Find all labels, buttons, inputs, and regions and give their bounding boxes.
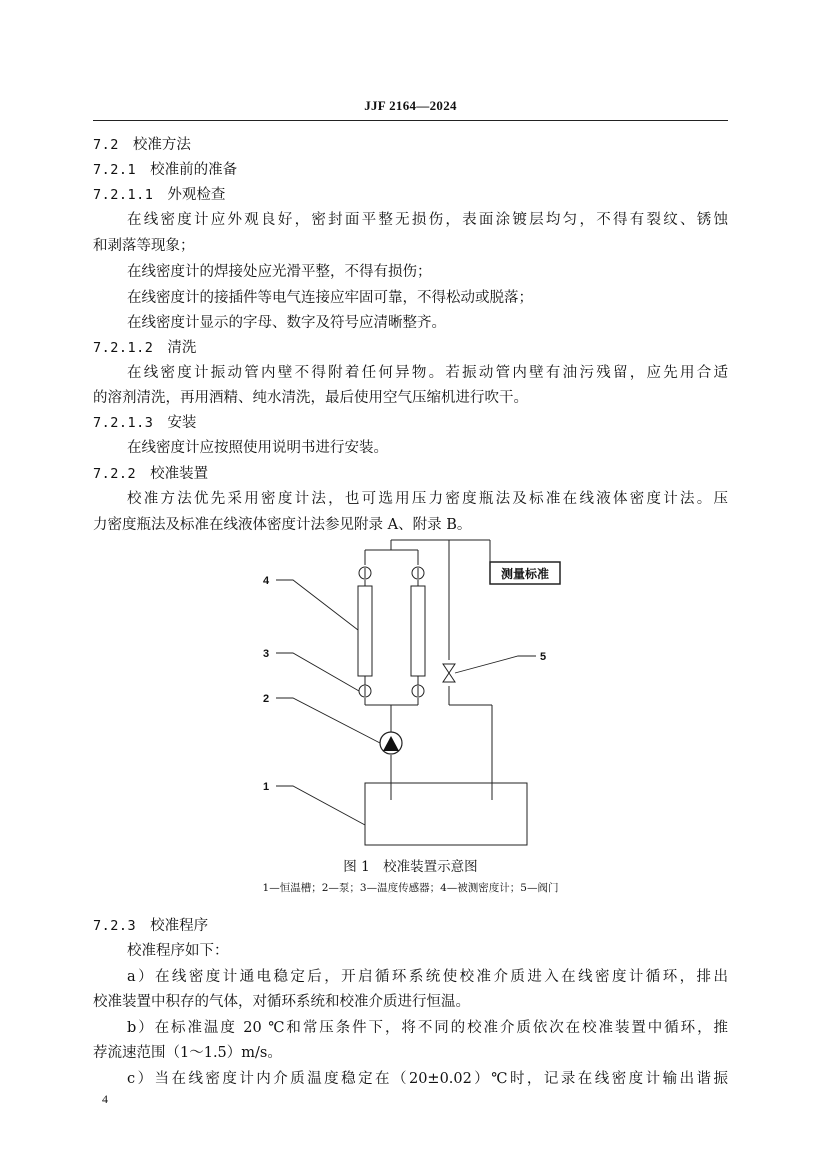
paragraph-line: 荐流速范围（1～1.5）m/s。 — [93, 1045, 282, 1061]
section-number: 7.2.3 — [93, 918, 137, 934]
section-title: 外观检查 — [167, 187, 226, 203]
paragraph-line: c）当在线密度计内介质温度稳定在（20±0.02）℃时，记录在线密度计输出谐振 — [127, 1071, 728, 1087]
callout-label-3: 3 — [263, 648, 270, 660]
callout-label-5: 5 — [540, 651, 547, 663]
measurement-standard-label: 测量标准 — [500, 567, 550, 581]
section-title: 校准装置 — [150, 466, 209, 482]
callout-label-2: 2 — [263, 693, 270, 705]
paragraph-line: 校准方法优先采用密度计法，也可选用压力密度瓶法及标准在线液体密度计法。压 — [127, 491, 728, 507]
section-title: 校准前的准备 — [150, 162, 238, 178]
paragraph-line: 校准程序如下： — [127, 943, 229, 959]
paragraph-line: b）在标准温度 20 ℃和常压条件下，将不同的校准介质依次在校准装置中循环，推 — [127, 1020, 728, 1036]
page-number: 4 — [102, 1092, 108, 1106]
paragraph-line: 在线密度计振动管内壁不得附着任何异物。若振动管内壁有油污残留，应先用合适 — [127, 365, 728, 381]
figure-legend: 1—恒温槽；2—泵；3—温度传感器；4—被测密度计；5—阀门 — [262, 882, 559, 894]
paragraph-line: 校准装置中积存的气体，对循环系统和校准介质进行恒温。 — [93, 994, 470, 1010]
section-number: 7.2.1.2 — [93, 340, 154, 356]
section-number: 7.2.2 — [93, 466, 137, 482]
section-title: 校准方法 — [132, 137, 191, 153]
paragraph-line: 在线密度计应按照使用说明书进行安装。 — [127, 440, 388, 456]
paragraph-line: 在线密度计显示的字母、数字及符号应清晰整齐。 — [127, 315, 446, 331]
section-title: 校准程序 — [150, 918, 209, 934]
document-code-header: JJF 2164—2024 — [364, 98, 457, 113]
paragraph-line: 和剥落等现象； — [93, 238, 195, 254]
paragraph-line: 力密度瓶法及标准在线液体密度计法参见附录 A、附录 B。 — [93, 517, 472, 533]
paragraph-line: 在线密度计应外观良好，密封面平整无损伤，表面涂镀层均匀，不得有裂纹、锈蚀 — [127, 212, 728, 228]
section-number: 7.2.1.3 — [93, 415, 154, 431]
section-7-2-3-heading — [93, 914, 728, 938]
section-number: 7.2 — [93, 137, 119, 153]
paragraph-line: 在线密度计的焊接处应光滑平整，不得有损伤； — [127, 264, 432, 280]
paragraph-line: 的溶剂清洗，再用酒精、纯水清洗，最后使用空气压缩机进行吹干。 — [93, 390, 528, 406]
paragraph-line: 在线密度计的接插件等电气连接应牢固可靠，不得松动或脱落； — [127, 290, 533, 306]
section-number: 7.2.1 — [93, 162, 137, 178]
valve-icon — [443, 664, 455, 682]
callout-label-4: 4 — [263, 575, 270, 587]
callout-label-1: 1 — [263, 781, 270, 793]
paragraph-line: a）在线密度计通电稳定后，开启循环系统使校准介质进入在线密度计循环，排出 — [127, 969, 728, 985]
section-title: 清洗 — [167, 340, 197, 356]
section-title: 安装 — [167, 415, 197, 431]
section-number: 7.2.1.1 — [93, 187, 154, 203]
figure-caption: 图 1 校准装置示意图 — [343, 859, 478, 875]
